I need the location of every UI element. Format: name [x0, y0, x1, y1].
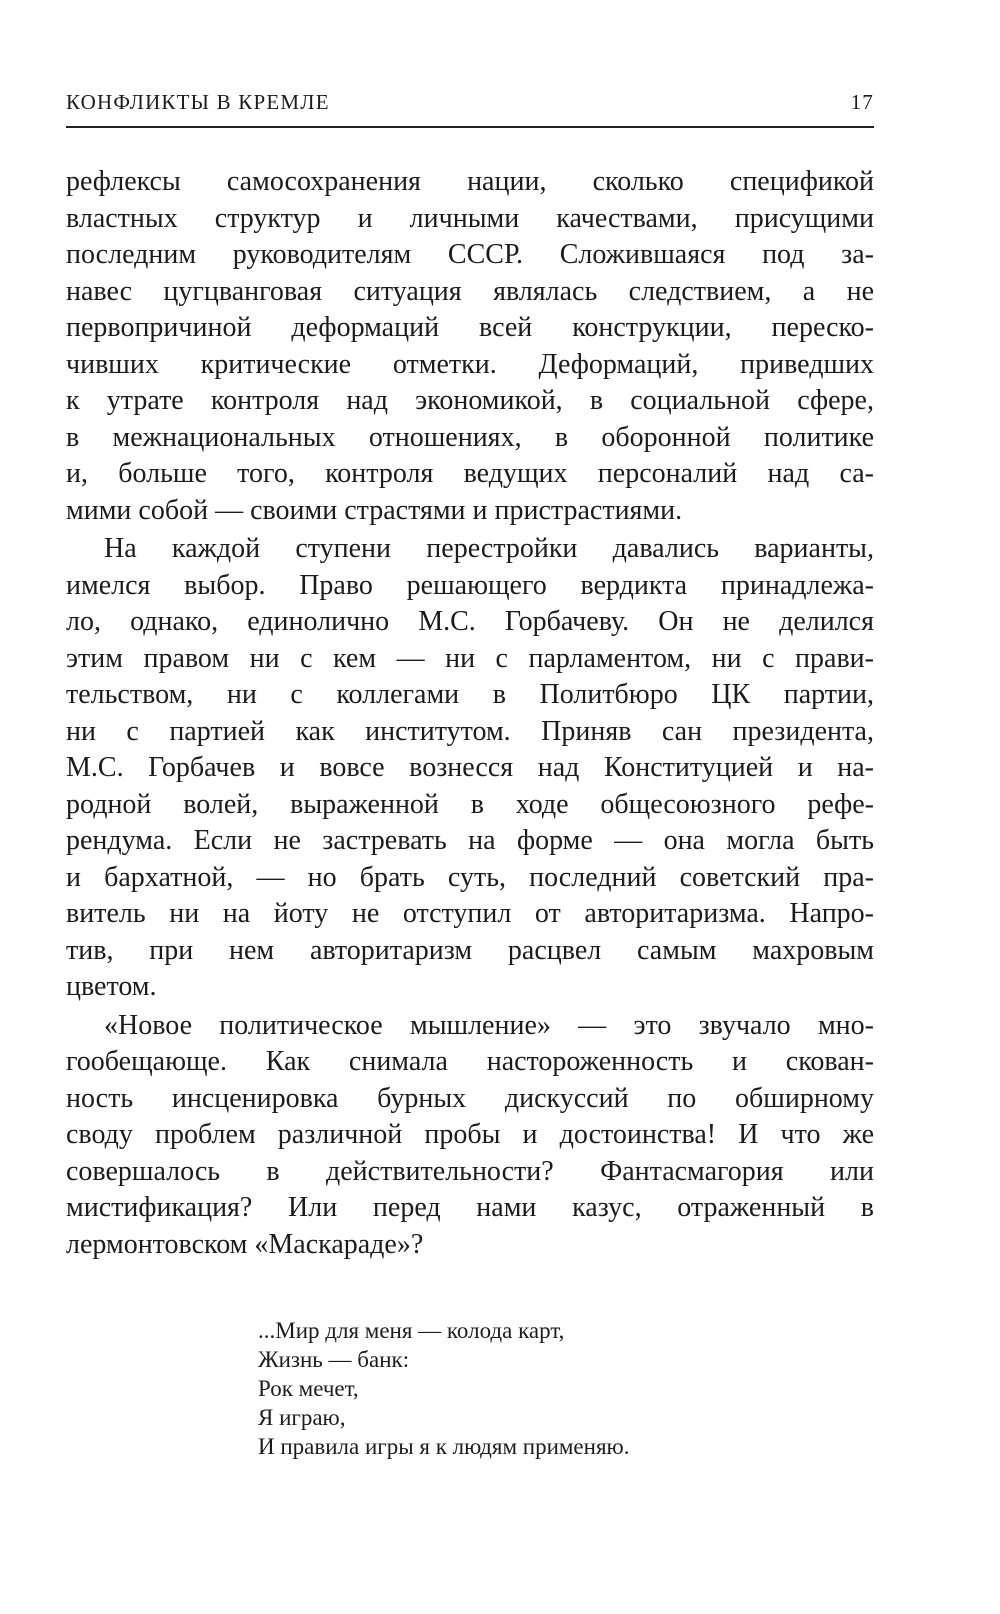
text-line: родной волей, выраженной в ходе общесоюзного рефе-: [66, 788, 874, 820]
text-line: первопричиной деформаций всей конструкции, переско-: [66, 312, 874, 343]
paragraph-2: [66, 531, 874, 1006]
verse-line: ...Мир для меня — колода карт,: [258, 1318, 565, 1343]
text-line: совершалось в действительности? Фантасмагория или: [66, 1155, 874, 1187]
text-line: к утрате контроля над экономикой, в социальной сфере,: [66, 385, 874, 416]
paragraph-1: [66, 164, 874, 529]
verse-line: Я играю,: [258, 1405, 346, 1430]
text-line: и бархатной, — но брать суть, последний советский пра-: [66, 861, 874, 893]
running-title: КОНФЛИКТЫ В КРЕМЛЕ: [66, 90, 330, 114]
text-line: ни с партией как институтом. Приняв сан президента,: [66, 715, 874, 747]
verse-line: Жизнь — банк:: [258, 1347, 410, 1372]
verse-quote: [258, 1316, 778, 1461]
text-line: и, больше того, контроля ведущих персоналий над са-: [66, 458, 874, 489]
text-line: имелся выбор. Право решающего вердикта принадлежа-: [66, 569, 874, 601]
text-line: ло, однако, единолично М.С. Горбачеву. Он не делился: [66, 606, 874, 637]
text-line: тельством, ни с коллегами в Политбюро ЦК партии,: [66, 679, 874, 710]
text-line: последним руководителям СССР. Сложившаяся под за-: [66, 239, 874, 270]
verse-line: И правила игры я к людям применяю.: [258, 1434, 630, 1459]
text-line: цветом.: [66, 971, 157, 1002]
text-line: «Новое политическое мышление» — это звучало мно-: [104, 1009, 874, 1041]
text-line: гообещающе. Как снимала настороженность и скован-: [66, 1046, 874, 1077]
page-number: 17: [850, 90, 874, 114]
text-line: властных структур и личными качествами, присущими: [66, 202, 874, 234]
text-line: мистификация? Или перед нами казус, отраженный в: [66, 1192, 874, 1223]
text-line: тив, при нем авторитаризм расцвел самым махровым: [66, 934, 874, 966]
text-line: М.С. Горбачев и вовсе вознесся над Конституцией и на-: [66, 752, 874, 783]
text-line: лермонтовском «Маскараде»?: [66, 1228, 424, 1260]
running-head: [66, 88, 874, 128]
text-line: мими собой — своими страстями и пристрастиями.: [66, 494, 683, 526]
text-line: рефлексы самосохранения нации, сколько спецификой: [66, 166, 874, 197]
body-text: [66, 164, 874, 1263]
text-line: рендума. Если не застревать на форме — она могла быть: [66, 825, 874, 856]
text-line: навес цугцванговая ситуация являлась следствием, а не: [66, 275, 874, 307]
text-line: витель ни на йоту не отступил от авторитаризма. Напро-: [66, 898, 874, 929]
paragraph-3: [66, 1008, 874, 1264]
text-line: в межнациональных отношениях, в оборонной политике: [66, 421, 874, 453]
text-line: чивших критические отметки. Деформаций, приведших: [66, 348, 874, 380]
text-line: ность инсценировка бурных дискуссий по обширному: [66, 1082, 874, 1114]
text-line: На каждой ступени перестройки давались варианты,: [104, 533, 874, 564]
text-line: своду проблем различной пробы и достоинства! И что же: [66, 1119, 874, 1150]
text-line: этим правом ни с кем — ни с парламентом, ни с прави-: [66, 642, 874, 674]
verse-line: Рок мечет,: [258, 1376, 359, 1401]
